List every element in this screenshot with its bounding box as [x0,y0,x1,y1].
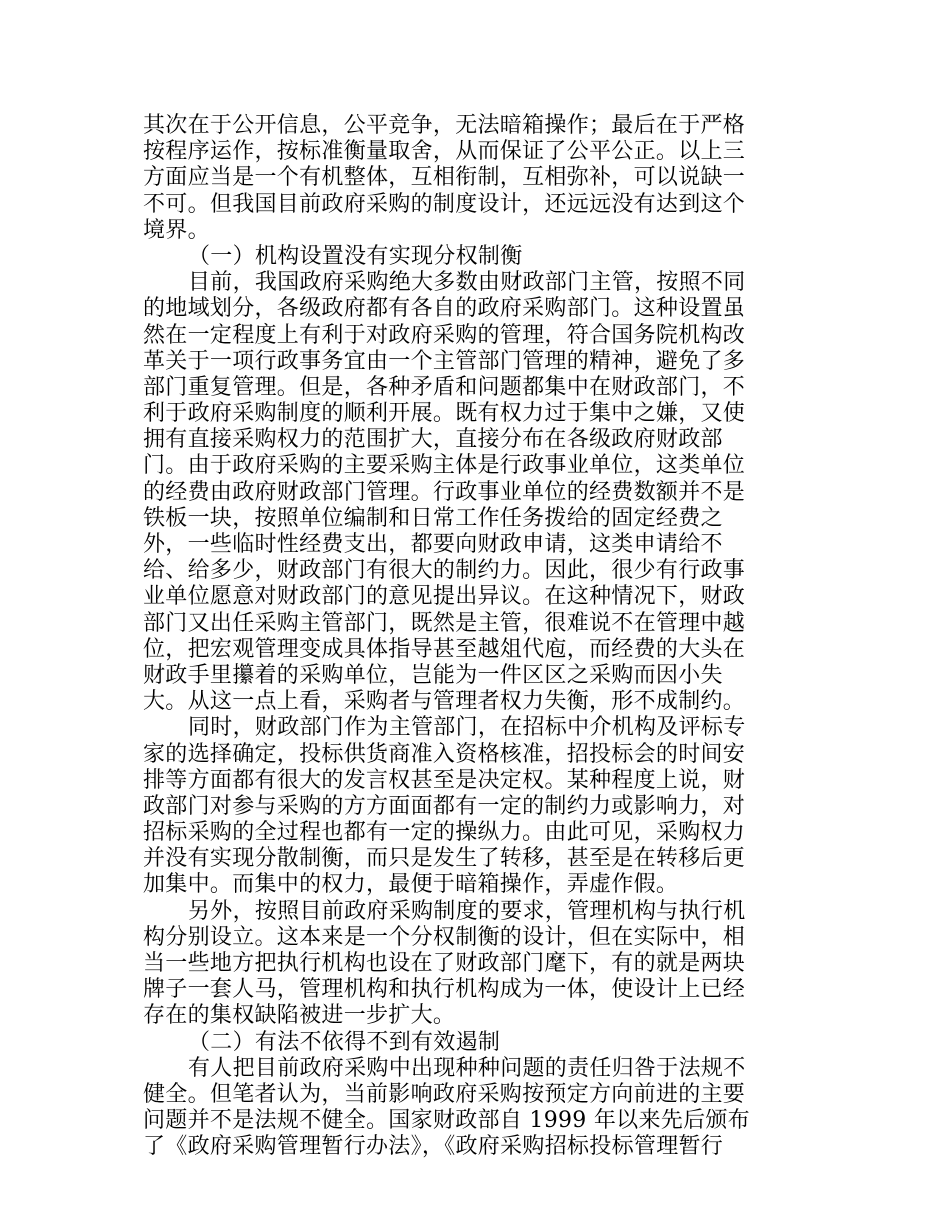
text-line: （二）有法不依得不到有效遏制 [188,1029,501,1055]
text-line: 部门又出任采购主管部门，既然是主管，很难说不在管理中越 [143,610,746,636]
text-line: 业单位愿意对财政部门的意见提出异议。在这种情况下，财政 [143,584,746,610]
section-heading [143,1030,728,1056]
text-line: 目前，我国政府采购绝大多数由财政部门主管，按照不同 [188,270,746,296]
text-line: 位，把宏观管理变成具体指导甚至越俎代庖，而经费的大头在 [143,636,746,662]
text-line: 拥有直接采购权力的范围扩大，直接分布在各级政府财政部 [143,427,723,453]
document-page [143,113,750,1161]
text-line: 的经费由政府财政部门管理。行政事业单位的经费数额并不是 [143,479,746,505]
text-line: 有人把目前政府采购中出现种种问题的责任归咎于法规不 [188,1055,746,1081]
text-line: 家的选择确定，投标供货商准入资格核准，招投标会的时间安 [143,741,746,767]
text-line: 了《政府采购管理暂行办法》，《政府采购招标投标管理暂行 [143,1134,724,1160]
section-heading [143,244,728,270]
text-line: 给、给多少，财政部门有很大的制约力。因此，很少有行政事 [143,558,746,584]
text-line: 其次在于公开信息，公平竞争，无法暗箱操作；最后在于严格 [143,113,746,138]
text-line: 然在一定程度上有利于对政府采购的管理，符合国务院机构改 [143,322,746,348]
text-line: 政部门对参与采购的方方面面都有一定的制约力或影响力，对 [143,793,746,819]
paragraph [143,898,746,1030]
text-line: 排等方面都有很大的发言权甚至是决定权。某种程度上说，财 [143,767,746,793]
text-line: 当一些地方把执行机构也设在了财政部门麾下，有的就是两块 [143,951,746,976]
text-line: 按程序运作，按标准衡量取舍，从而保证了公平公正。以上三 [143,139,746,165]
text-line: 铁板一块，按照单位编制和日常工作任务拨给的固定经费之 [143,505,723,531]
text-line: 大。从这一点上看，采购者与管理者权力失衡，形不成制约。 [143,689,746,715]
text-line: 招标采购的全过程也都有一定的操纵力。由此可见，采购权力 [143,820,746,846]
paragraph [143,113,746,244]
text-line: 门。由于政府采购的主要采购主体是行政事业单位，这类单位 [143,453,746,479]
text-line: 财政手里攥着的采购单位，岂能为一件区区之采购而因小失 [143,662,723,688]
text-line: 不可。但我国目前政府采购的制度设计，还远远没有达到这个 [143,191,746,217]
text-line: 同时，财政部门作为主管部门，在招标中介机构及评标专 [188,715,746,741]
text-line: 健全。但笔者认为，当前影响政府采购按预定方向前进的主要 [143,1081,746,1107]
text-line: 境界。 [143,217,210,243]
paragraph [143,270,746,715]
text-line: 问题并不是法规不健全。国家财政部自 1999 年以来先后颁布 [143,1108,750,1134]
paragraph [143,715,746,898]
paragraph [143,1055,750,1161]
text-line: 的地域划分，各级政府都有各自的政府采购部门。这种设置虽 [143,296,746,322]
text-line: 外，一些临时性经费支出，都要向财政申请，这类申请给不 [143,532,723,557]
text-line: 并没有实现分散制衡，而只是发生了转移，甚至是在转移后更 [143,846,746,872]
text-line: （一）机构设置没有实现分权制衡 [188,243,523,269]
text-line: 另外，按照目前政府采购制度的要求，管理机构与执行机 [188,898,746,924]
text-line: 部门重复管理。但是，各种矛盾和问题都集中在财政部门，不 [143,374,746,400]
text-line: 加集中。而集中的权力，最便于暗箱操作，弄虚作假。 [143,872,679,898]
text-line: 存在的集权缺陷被进一步扩大。 [143,1003,456,1029]
text-line: 牌子一套人马，管理机构和执行机构成为一体，使设计上已经 [143,977,746,1003]
text-line: 构分别设立。这本来是一个分权制衡的设计，但在实际中，相 [143,924,746,950]
text-line: 方面应当是一个有机整体，互相衔制，互相弥补，可以说缺一 [143,165,746,191]
text-line: 革关于一项行政事务宜由一个主管部门管理的精神，避免了多 [143,348,746,374]
text-line: 利于政府采购制度的顺利开展。既有权力过于集中之嫌，又使 [143,401,746,427]
